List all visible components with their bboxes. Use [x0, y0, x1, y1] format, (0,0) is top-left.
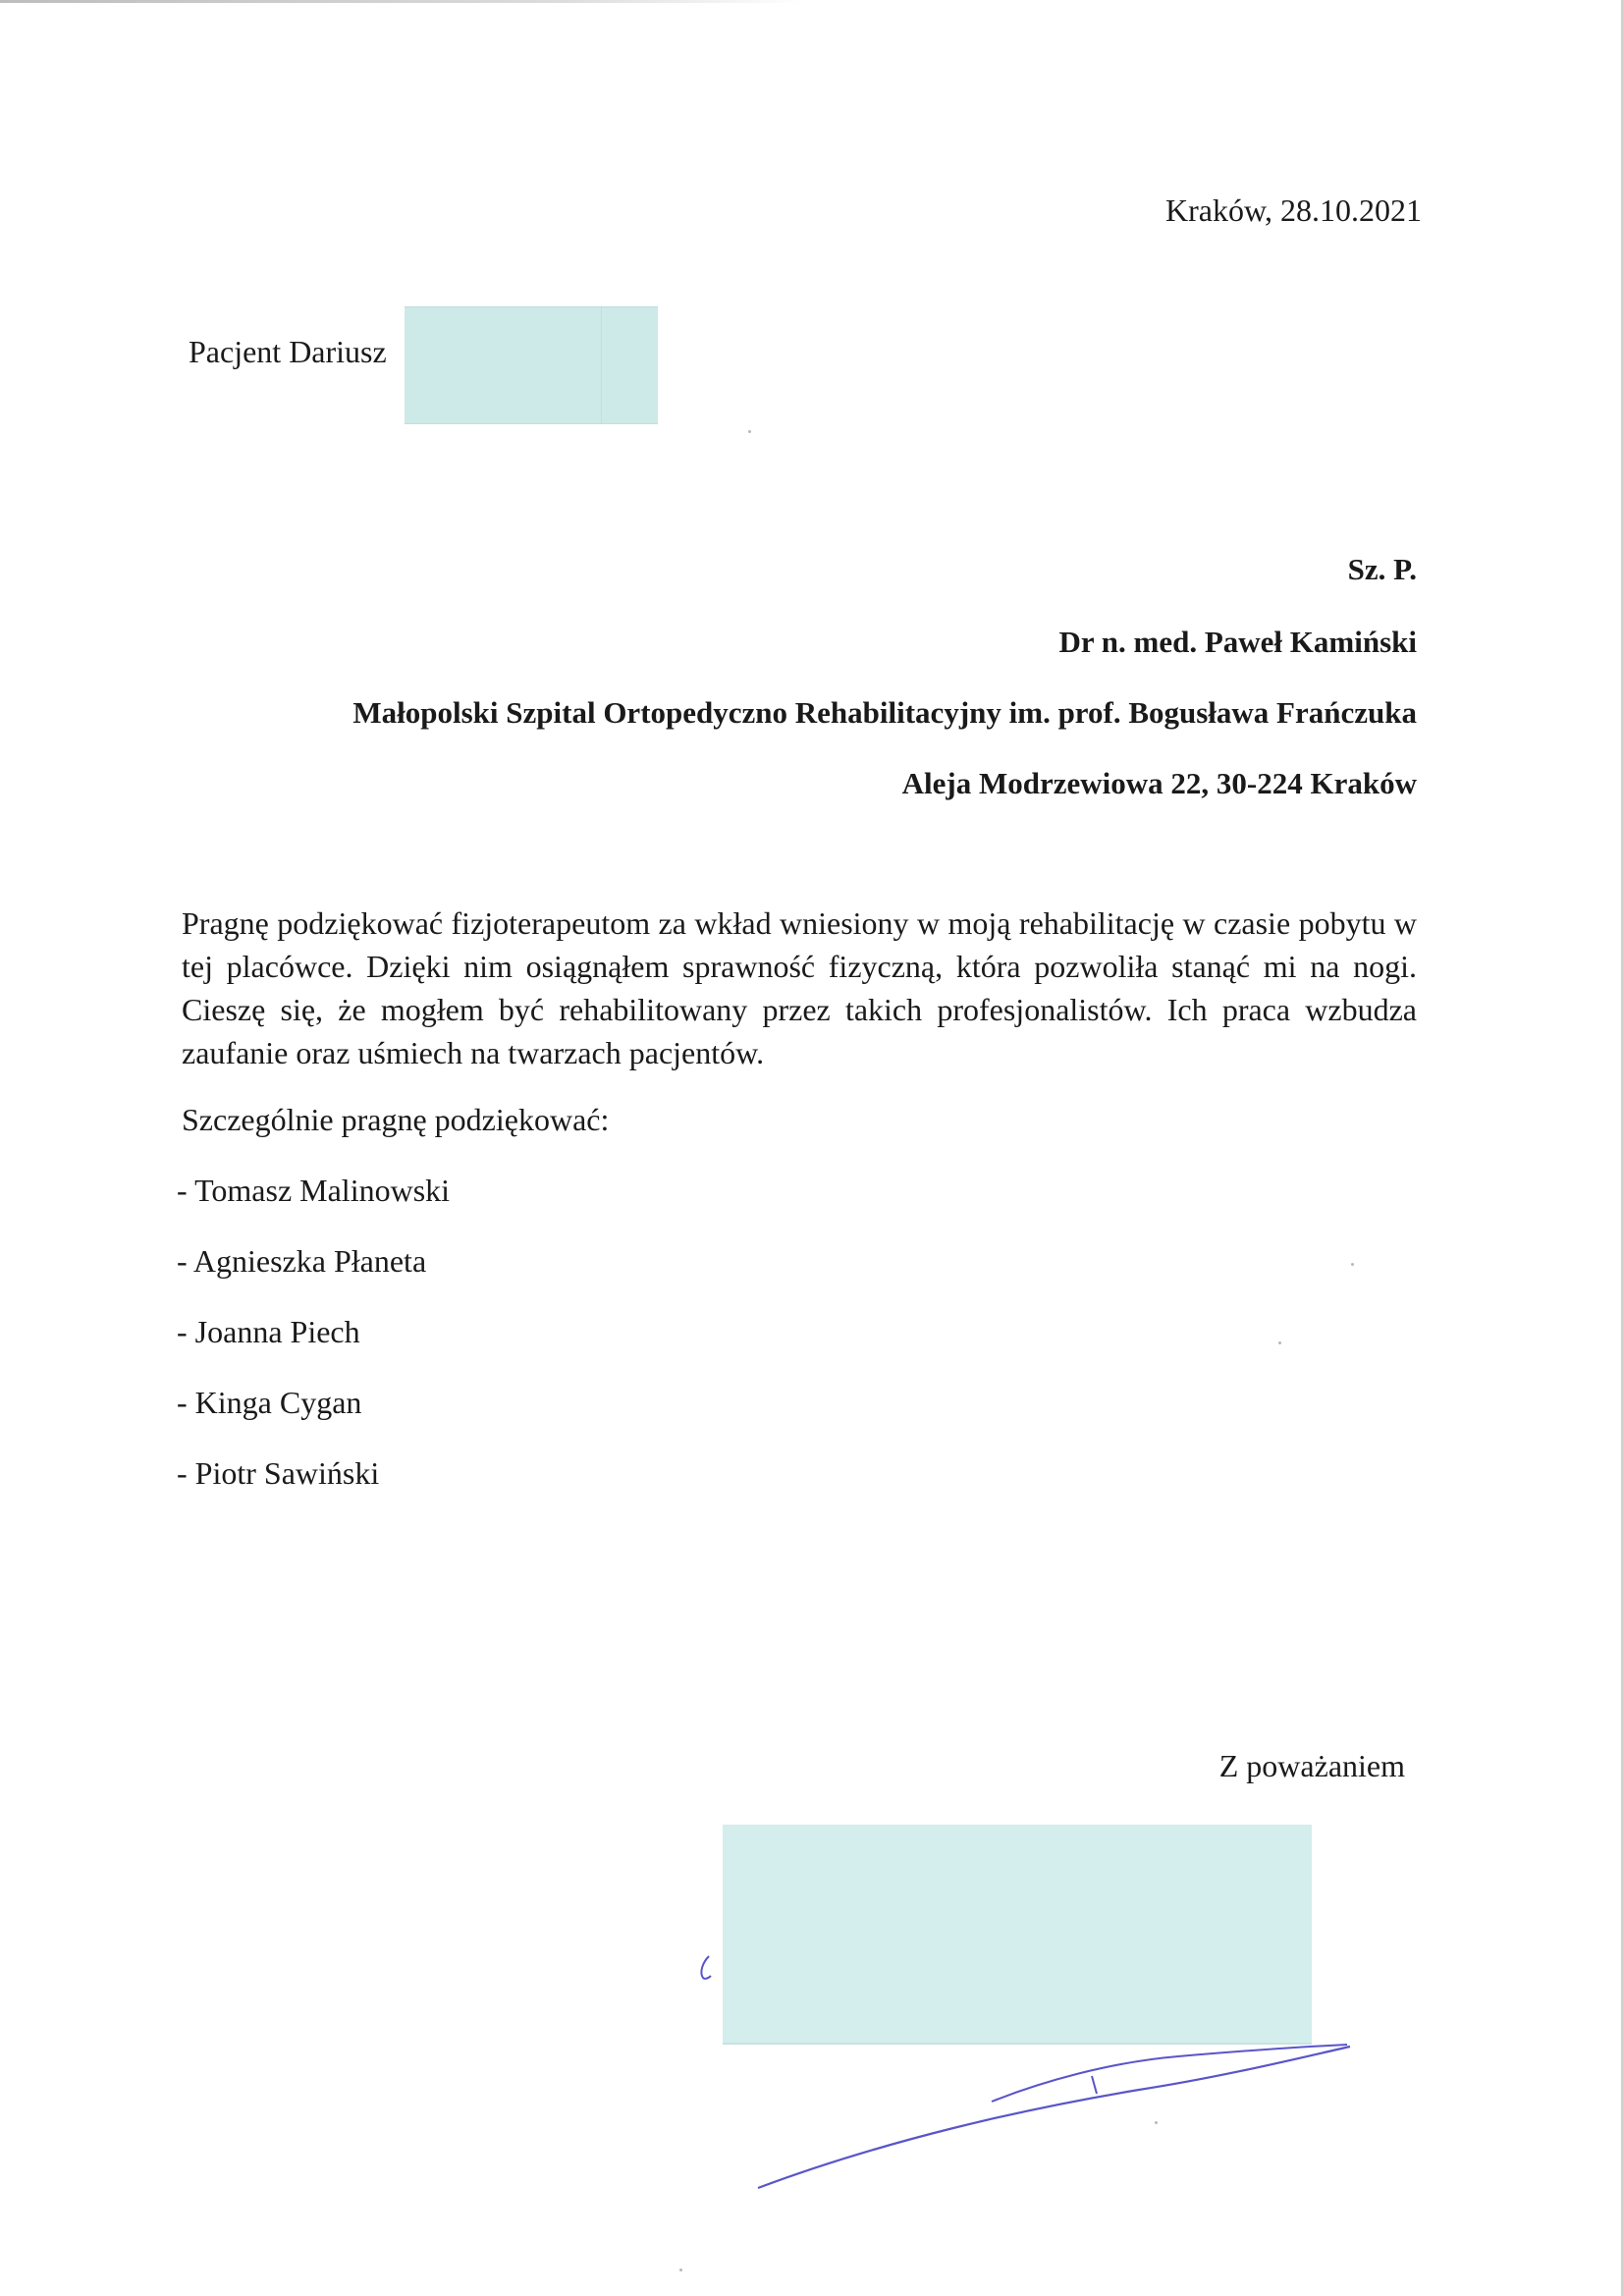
signature-hook — [701, 1956, 711, 1979]
scan-edge-top — [0, 0, 805, 3]
scan-speck — [1351, 1263, 1354, 1266]
staff-item: - Agnieszka Płaneta — [177, 1243, 427, 1279]
staff-item: - Joanna Piech — [177, 1314, 360, 1349]
recipient-salutation: Sz. P. — [1347, 552, 1417, 586]
staff-item: - Piotr Sawiński — [177, 1455, 380, 1491]
letter-date: Kraków, 28.10.2021 — [1165, 192, 1422, 228]
staff-item: - Tomasz Malinowski — [177, 1173, 451, 1208]
patient-name: Pacjent Dariusz — [189, 334, 387, 369]
staff-item: - Kinga Cygan — [177, 1385, 362, 1420]
recipient-name: Dr n. med. Paweł Kamiński — [1058, 625, 1417, 659]
scan-speck — [1278, 1341, 1281, 1344]
redaction-signature — [723, 1825, 1312, 2045]
scan-speck — [679, 2269, 682, 2271]
recipient-address: Aleja Modrzewiowa 22, 30-224 Kraków — [901, 766, 1417, 800]
signature-stroke-loop — [992, 2045, 1347, 2102]
special-thanks-intro: Szczególnie pragnę podziękować: — [182, 1102, 610, 1137]
signature-tick — [1092, 2076, 1097, 2094]
letter-body: Pragnę podziękować fizjoterapeutom za wkład wniesiony w moją rehabilitację w czasie pobytu w tej placówce. Dzięki nim osiągnąłem sprawność fizyczną, która pozwoliła stanąć mi na nogi. Cieszę się, że mogłem być rehabilitowany przez takich profesjonalistów. Ich praca wzbudza zaufanie oraz uśmiech na twarzach pacjentów. — [182, 905, 1417, 1070]
redaction-patient-surname — [405, 306, 658, 424]
scan-speck — [748, 430, 751, 433]
closing-phrase: Z poważaniem — [1218, 1748, 1405, 1783]
scan-speck — [1155, 2121, 1158, 2124]
staff-list — [177, 1169, 450, 1522]
signature-stroke-long — [758, 2047, 1350, 2188]
recipient-institution: Małopolski Szpital Ortopedyczno Rehabilitacyjny im. prof. Bogusława Frańczuka — [352, 695, 1417, 730]
